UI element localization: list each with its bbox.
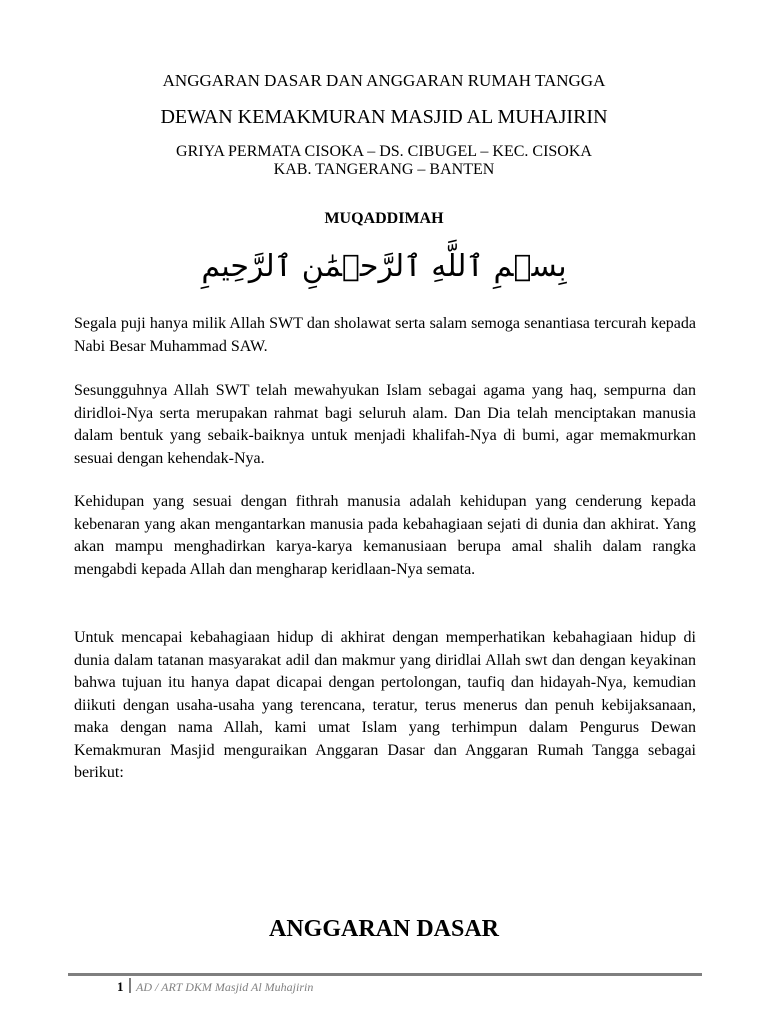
address-line-1: GRIYA PERMATA CISOKA – DS. CIBUGEL – KEC. CISOKA bbox=[176, 143, 592, 160]
organization-name: DEWAN KEMAKMURAN MASJID AL MUHAJIRIN bbox=[160, 106, 608, 128]
footer-separator bbox=[129, 978, 131, 993]
paragraph-revelation: Sesungguhnya Allah SWT telah mewahyukan Islam sebagai agama yang haq, sempurna dan diridloi-Nya serta merupakan rahmat bagi seluruh alam. Dan Dia telah menciptakan manusia dalam bentuk yang sebaik-baiknya untuk menjadi khalifah-Nya di bumi, agar memakmurkan sesuai dengan kehendak-Nya. bbox=[74, 382, 696, 467]
section-heading: ANGGARAN DASAR bbox=[268, 916, 499, 942]
footer-divider bbox=[68, 973, 702, 976]
paragraph-praise: Segala puji hanya milik Allah SWT dan sholawat serta salam semoga senantiasa tercurah kepada Nabi Besar Muhammad SAW. bbox=[74, 315, 696, 355]
basmala-calligraphy: بِسۡمِ ٱللَّهِ ٱلرَّحۡمَٰنِ ٱلرَّحِيمِ bbox=[201, 249, 567, 284]
document-title: ANGGARAN DASAR DAN ANGGARAN RUMAH TANGGA bbox=[162, 71, 606, 90]
paragraph-life-purpose: Kehidupan yang sesuai dengan fithrah manusia adalah kehidupan yang cenderung kepada kebenaran yang akan mengantarkan manusia pada kebahagiaan sejati di dunia dan akhirat. Yang akan mampu menghadirkan karya-karya kemanusiaan berupa amal shalih dalam rangka mengabdi kepada Allah dan mengharap keridlaan-Nya semata. bbox=[74, 493, 696, 578]
paragraph-declaration: Untuk mencapai kebahagiaan hidup di akhirat dengan memperhatikan kebahagiaan hidup di dunia dalam tatanan masyarakat adil dan makmur yang diridlai Allah swt dan dengan keyakinan bahwa tujuan itu hanya dapat dicapai dengan pertolongan, taufiq dan hidayah-Nya, kemudian diikuti dengan usaha-usaha yang terencana, teratur, terus menerus dan penuh kebijaksanaan, maka dengan nama Allah, kami umat Islam yang terhimpun dalam Pengurus Dewan Kemakmuran Masjid menguraikan Anggaran Dasar dan Anggaran Rumah Tangga sebagai berikut: bbox=[74, 629, 696, 781]
page-number: 1 bbox=[117, 979, 124, 994]
footer-label: AD / ART DKM Masjid Al Muhajirin bbox=[136, 980, 314, 994]
address-line-2: KAB. TANGERANG – BANTEN bbox=[273, 161, 495, 178]
muqaddimah-heading: MUQADDIMAH bbox=[324, 210, 444, 227]
